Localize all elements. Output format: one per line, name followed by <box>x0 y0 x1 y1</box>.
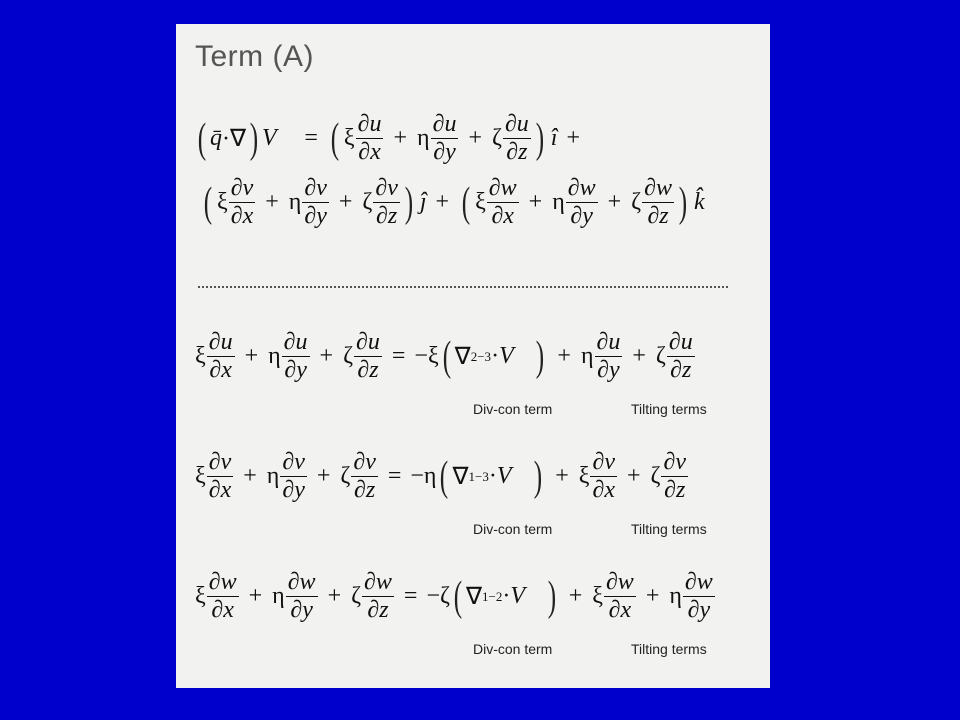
tilting-terms-label: Tilting terms <box>631 401 707 417</box>
div-con-term-label: Div-con term <box>473 641 553 657</box>
page-title: Term (A) <box>195 40 314 73</box>
equation-1: ξ $\frac{\partial u}{\partial x}$ + η $\frac{\partial u}{\partial y}$ + ζ $\frac{\partial u}{\partial z}$ = −ξ ( ∇ 2−3 · V⃗ ) + η $\frac{\partial u}{\partial y}$ + ζ $\frac{\partial u}{\partial z}$ <box>195 329 693 384</box>
tilting-terms-label: Tilting terms <box>631 521 707 537</box>
div-con-term-label: Div-con term <box>473 401 553 417</box>
tilting-terms-label: Tilting terms <box>631 641 707 657</box>
document-page <box>176 24 770 688</box>
expansion-line-2: ( ξ $\frac{\partial v}{\partial x}$ + η $\frac{\partial v}{\partial y}$ + ζ $\frac{\partial v}{\partial z}$ ) ĵ + ( ξ $\frac{\partial w}{\partial x}$ + η $\frac{\partial w}{\partial y}$ + ζ $\frac{\partial w}{\partial z}$ ) k̂ <box>203 175 705 230</box>
equation-3: ξ $\frac{\partial w}{\partial x}$ + η $\frac{\partial w}{\partial y}$ + ζ $\frac{\partial w}{\partial z}$ = −ζ ( ∇ 1−2 · V⃗ ) + ξ $\frac{\partial w}{\partial x}$ + η $\frac{\partial w}{\partial y}$ <box>195 569 713 624</box>
equation-2: ξ $\frac{\partial v}{\partial x}$ + η $\frac{\partial v}{\partial y}$ + ζ $\frac{\partial v}{\partial z}$ = −η ( ∇ 1−3 · V⃗ ) + ξ $\frac{\partial v}{\partial x}$ + ζ $\frac{\partial v}{\partial z}$ <box>195 449 686 504</box>
div-con-term-label: Div-con term <box>473 521 553 537</box>
expansion-line-1: ( q̄ ·∇ ) V⃗ = ( ξ $\frac{\partial u}{\partial x}$ + η $\frac{\partial u}{\partial y}$ + ζ $\frac{\partial u}{\partial z}$ ) î + <box>197 111 581 166</box>
dotted-divider <box>198 286 728 288</box>
